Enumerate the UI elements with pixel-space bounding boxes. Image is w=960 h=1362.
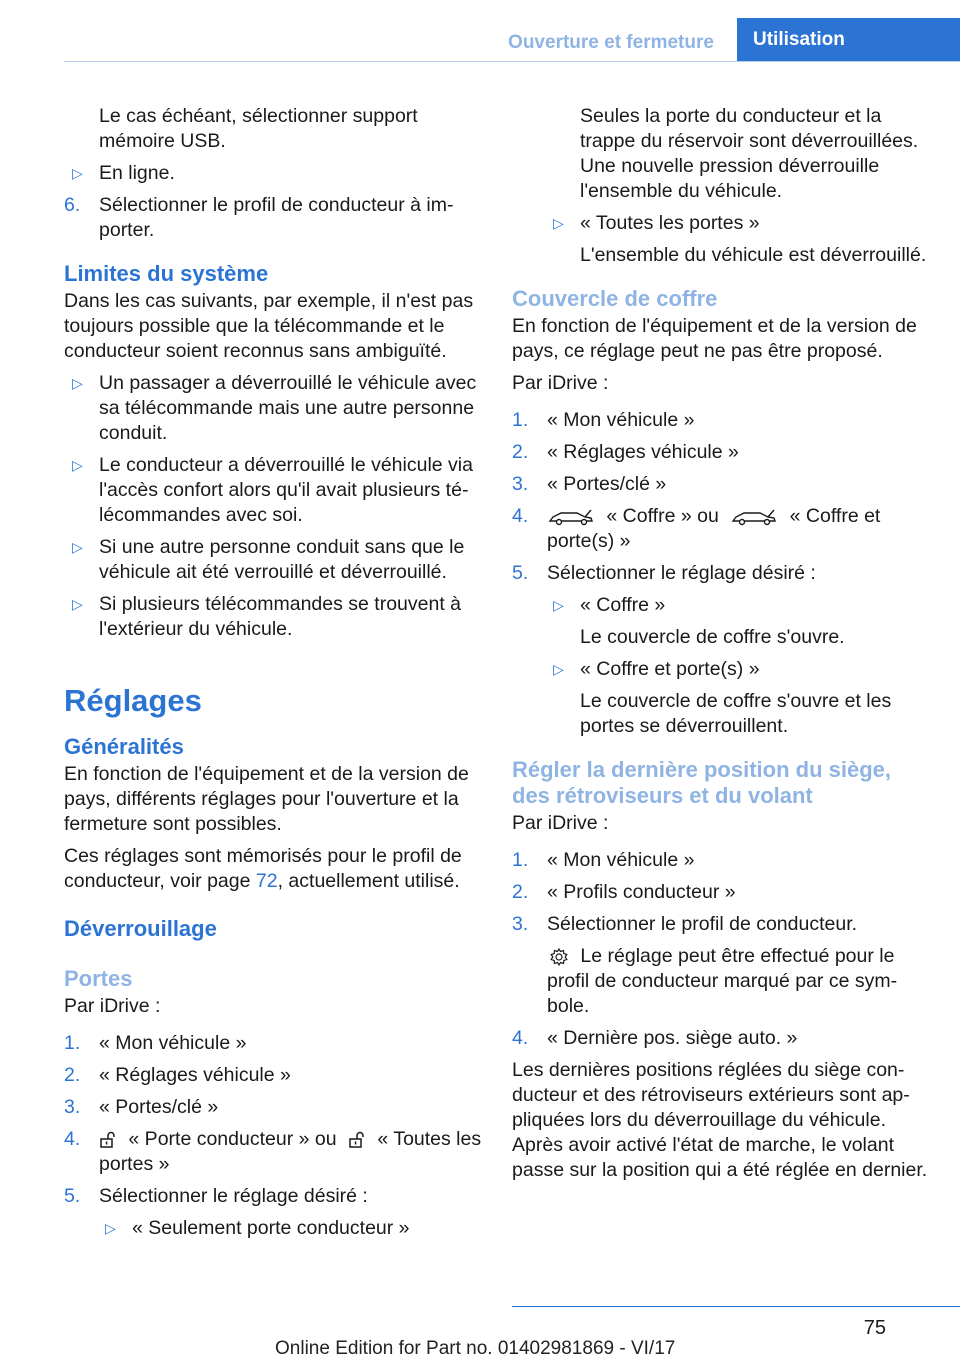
step-number: 2. [512,441,529,463]
step-text: « Dernière pos. siège auto. » [547,1027,798,1049]
list-item-text: Le conducteur a déverrouillé le véhicule via l'accès confort alors qu'il avait plusieurs télécommandes avec soi. [99,454,473,526]
option-trunk [545,593,932,618]
note-text: Le réglage peut être effectué pour le profil de conducteur marqué par ce symbole. [547,945,898,1017]
general-paragraph-2 [64,844,484,894]
gear-icon [549,947,569,967]
footer-divider [512,1306,960,1307]
page-number: 75 [863,1317,886,1339]
step-2 [64,1063,484,1088]
limits-item [64,535,484,585]
step-text: « Coffre et porte(s) » [547,505,881,552]
bullet-triangle-icon: ▷ [72,457,83,473]
step-text: Sélectionner le profil de conducteur. [547,913,858,935]
option-trunk-description: Le couvercle de coffre s'ouvre. [580,626,845,648]
step-number: 4. [64,1128,81,1150]
step-text: « Réglages véhicule » [99,1064,291,1086]
seat-step-4 [512,1026,932,1051]
doors-heading: Portes [64,966,133,991]
step-6 [64,193,484,243]
general-paragraph: En fonction de l'équipement et de la version de pays, différents réglages pour l'ouverture et la fermeture sont possibles. [64,763,469,835]
step-text: « Toutes les portes » [99,1128,482,1175]
seat-note [512,944,932,1019]
limits-item [64,371,484,446]
list-item-text: Si une autre personne conduit sans que le véhicule ait été verrouillé et déverrouillé. [99,536,465,583]
option-text: « Coffre et porte(s) » [580,658,760,680]
option-all-doors [545,211,932,236]
option-all-doors-description: L'ensemble du véhicule est déverrouillé. [580,244,927,266]
option-trunk-doors [545,657,932,682]
step-3 [64,1095,484,1120]
step-number: 1. [64,1032,81,1054]
unlock-heading: Déverrouillage [64,916,217,941]
step-number: 1. [512,409,529,431]
limits-item [64,453,484,528]
reglages-heading: Réglages [64,683,202,718]
trunk-intro: En fonction de l'équipement et de la version de pays, ce réglage peut ne pas être proposé. [512,315,917,362]
step-text: « Porte conducteur » ou [128,1128,337,1150]
bullet-triangle-icon: ▷ [72,165,83,181]
step-number: 3. [64,1096,81,1118]
step-text: Sélectionner le réglage désiré : [99,1185,368,1207]
unlock-icon [348,1131,366,1149]
bullet-triangle-icon: ▷ [553,215,564,231]
by-idrive-text: Par iDrive : [512,372,609,394]
step-number: 6. [64,194,81,216]
trunk-heading: Couvercle de coffre [512,286,718,311]
edition-text: Online Edition for Part no. 01402981869 - VI/17 [275,1338,676,1359]
trunk-step-1 [512,408,932,433]
trunk-step-5 [512,561,932,586]
option-text: « Coffre » [580,594,666,616]
general-heading: Généralités [64,734,184,759]
seat-step-3 [512,912,932,937]
list-item-text: Si plusieurs télécommandes se trouvent à l'extérieur du véhicule. [99,593,462,640]
by-idrive-text: Par iDrive : [64,995,161,1017]
option-driver-door [97,1216,484,1241]
step-number: 5. [512,562,529,584]
option-driver-door-description: Seules la porte du conducteur et la trappe du réservoir sont déverrouillées. Une nouvelle pression déverrouille l'ensemble du véhicule. [580,105,919,202]
header-section-title: Ouverture et fermeture [508,32,714,53]
page-link[interactable]: 72 [255,870,278,892]
list-item-online [64,161,484,186]
bullet-triangle-icon: ▷ [105,1220,116,1236]
step-text: Sélectionner le profil de conducteur à importer. [99,194,454,241]
step-1 [64,1031,484,1056]
step-number: 2. [512,881,529,903]
by-idrive-text: Par iDrive : [512,812,609,834]
bullet-triangle-icon: ▷ [72,375,83,391]
step-number: 2. [64,1064,81,1086]
list-item-text: Un passager a déverrouillé le véhicule avec sa télécommande mais une autre personne conduit. [99,372,477,444]
step-text: « Profils conducteur » [547,881,736,903]
paragraph-text: Ces réglages sont mémorisés pour le profil de conducteur, voir page [64,845,462,892]
step-text: « Portes/clé » [547,473,667,495]
option-text: « Toutes les portes » [580,212,760,234]
page-header [0,0,960,62]
seat-step-2 [512,880,932,905]
step-text: « Coffre » ou [606,505,719,527]
unlock-icon [99,1131,117,1149]
option-trunk-doors-description: Le couvercle de coffre s'ouvre et les portes se déverrouillent. [580,690,892,737]
limits-heading: Limites du système [64,261,269,286]
seat-outro: Les dernières positions réglées du siège conducteur et des rétroviseurs extérieurs sont appliquées lors du déverrouillage du véhicule. Après avoir activé l'état de marche, le volant passe sur la position qui a été réglée en dernier. [512,1059,928,1181]
trunk-step-4 [512,504,932,554]
trunk-step-3 [512,472,932,497]
bullet-triangle-icon: ▷ [553,597,564,613]
option-text: « Seulement porte conducteur » [132,1217,410,1239]
bullet-triangle-icon: ▷ [553,661,564,677]
step-text: Sélectionner le réglage désiré : [547,562,816,584]
trunk-step-2 [512,440,932,465]
step-text: « Portes/clé » [99,1096,219,1118]
limits-intro: Dans les cas suivants, par exemple, il n'est pas toujours possible que la télécommande et le conducteur soient reconnus sans ambiguïté. [64,290,474,362]
seat-position-heading: Régler la dernière position du siège, des rétroviseurs et du volant [512,757,891,808]
step-number: 3. [512,913,529,935]
step-number: 1. [512,849,529,871]
seat-step-1 [512,848,932,873]
step-text: « Mon véhicule » [547,849,695,871]
right-column [512,104,932,1190]
car-trunk-icon [547,508,595,526]
step-5 [64,1184,484,1209]
step-text: « Mon véhicule » [547,409,695,431]
left-column [64,104,484,1248]
list-item-text: En ligne. [99,162,175,184]
step-text: « Réglages véhicule » [547,441,739,463]
step-text: « Mon véhicule » [99,1032,247,1054]
step-4 [64,1127,484,1177]
header-chapter-tab: Utilisation [737,18,960,62]
step-number: 3. [512,473,529,495]
limits-item [64,592,484,642]
step-number: 5. [64,1185,81,1207]
paragraph-text: , actuellement utilisé. [277,870,460,892]
step-number: 4. [512,1027,529,1049]
bullet-triangle-icon: ▷ [72,539,83,555]
bullet-triangle-icon: ▷ [72,596,83,612]
header-divider [64,61,960,62]
car-trunk-doors-icon [730,508,778,526]
step-number: 4. [512,505,529,527]
usb-continuation-text: Le cas échéant, sélectionner support mémoire USB. [99,105,418,152]
